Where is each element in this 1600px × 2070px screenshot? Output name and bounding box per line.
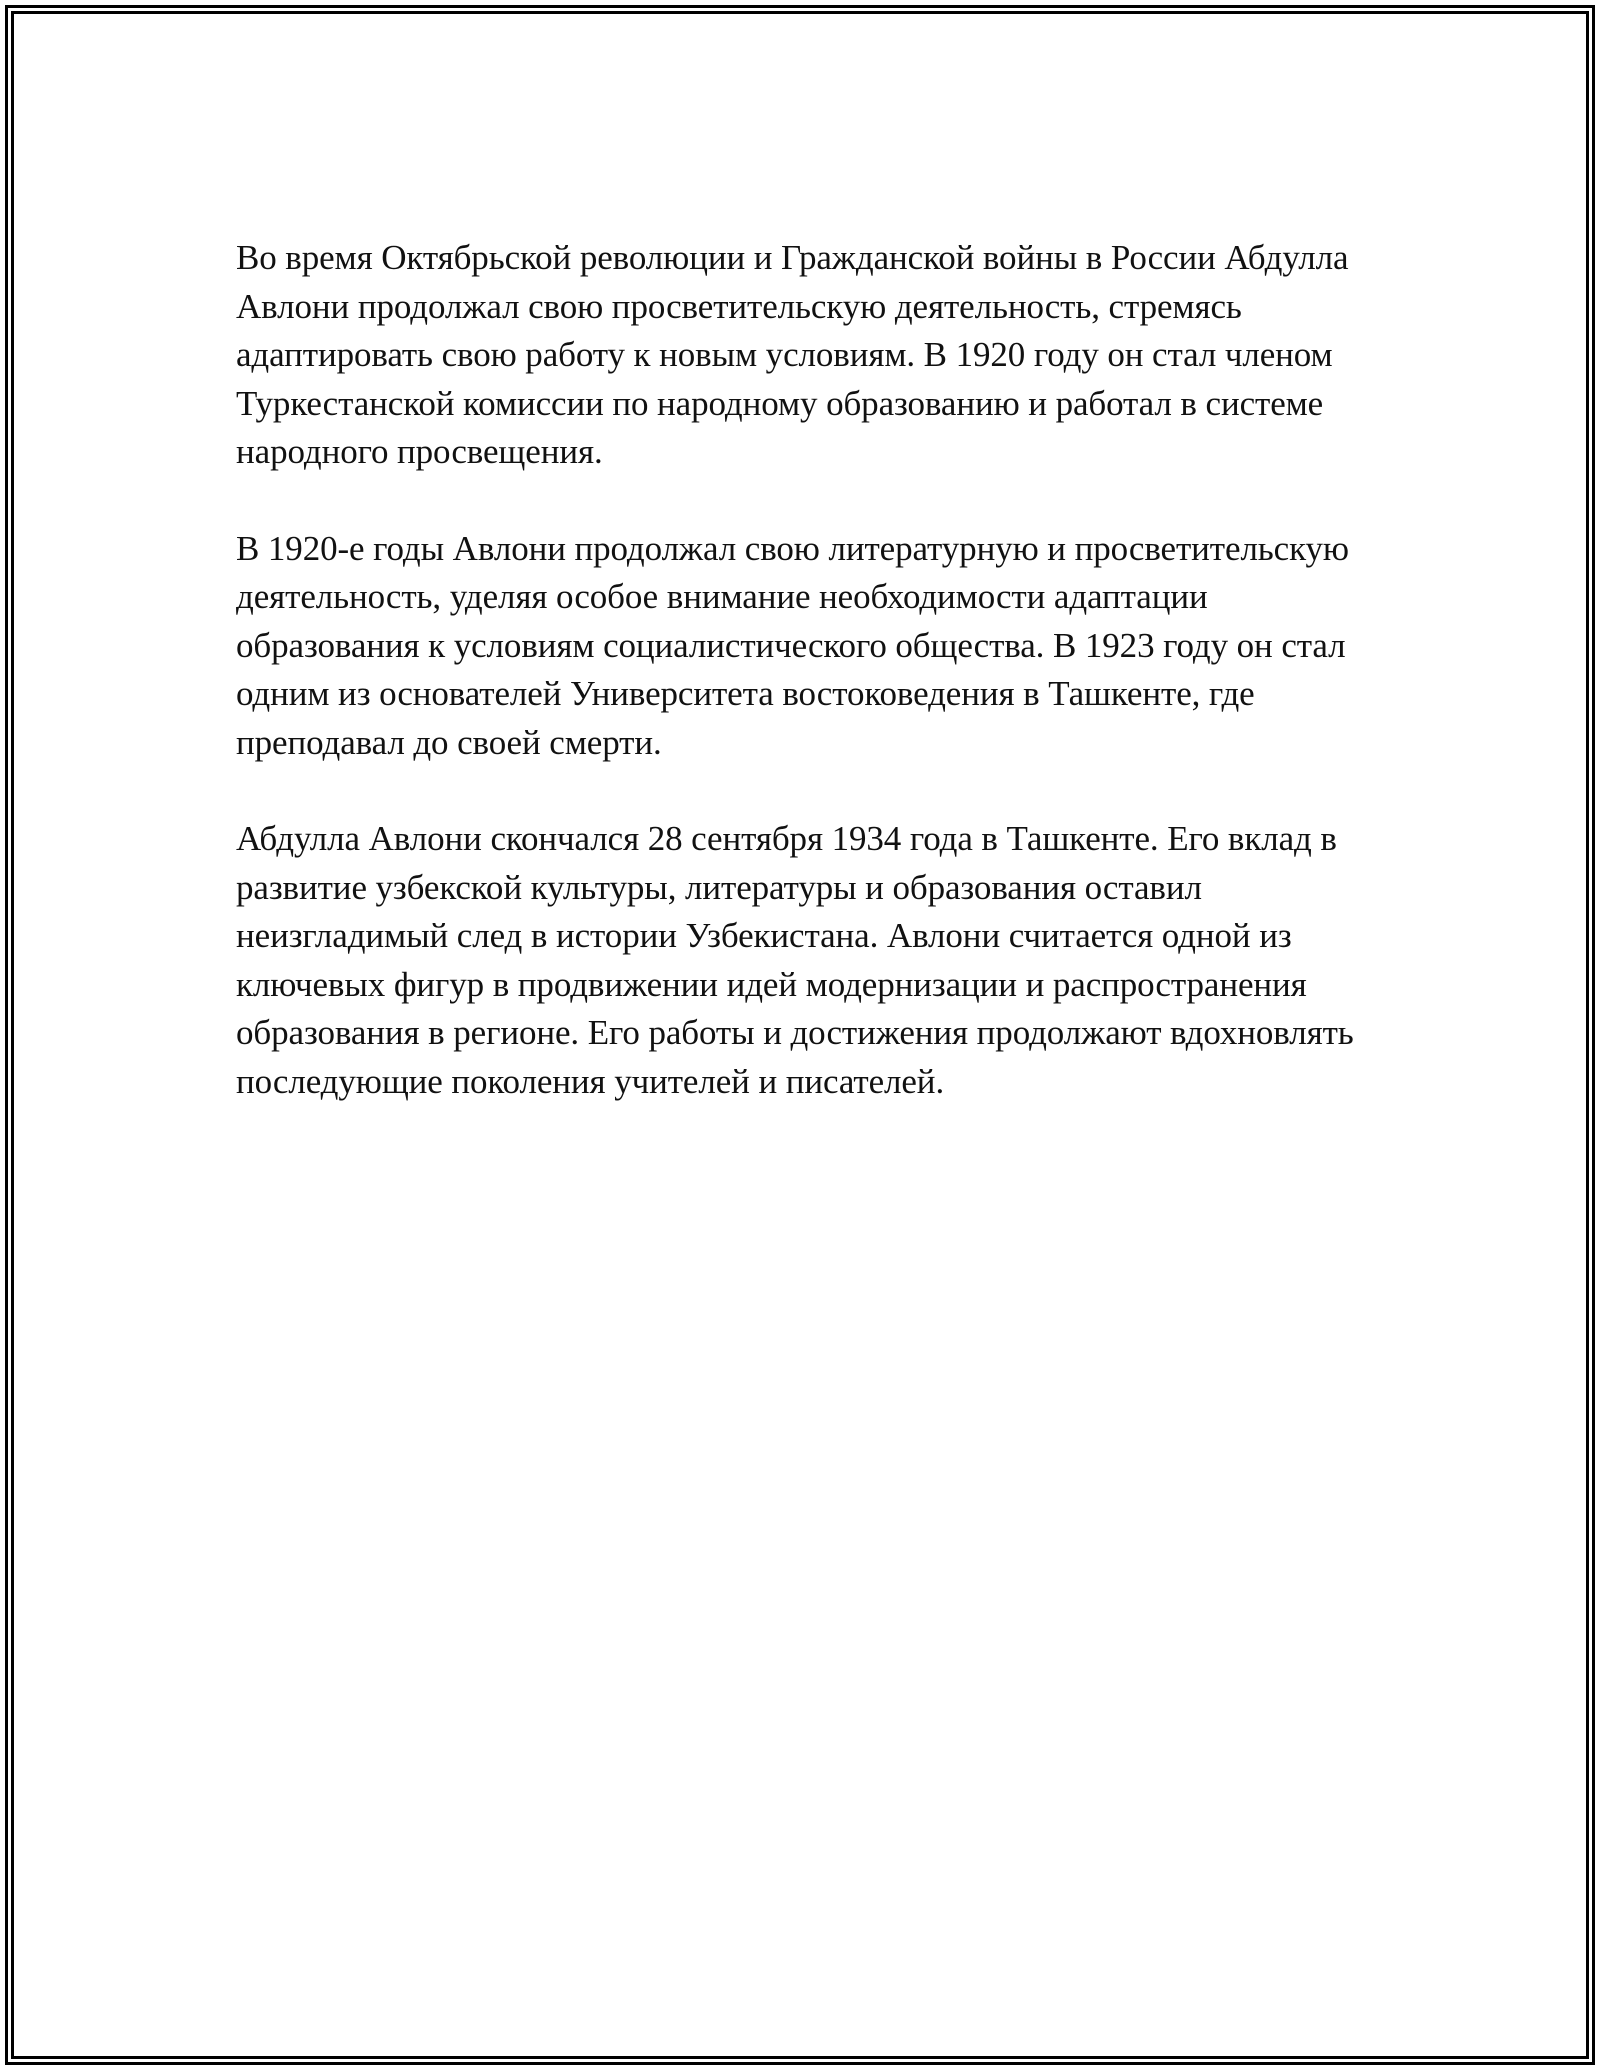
paragraph-3: Абдулла Авлони скончался 28 сентября 1934 года в Ташкенте. Его вклад в развитие узбекской культуры, литературы и образования оставил неизгладимый след в истории Узбекистана. Авлони считается одной из ключевых фигур в продвижении идей модернизации и распространения образования в регионе. Его работы и достижения продолжают вдохновлять последующие поколения учителей и писателей. <box>236 819 1354 1101</box>
paragraph-1: Во время Октябрьской революции и Гражданской войны в России Абдулла Авлони продолжал свою просветительскую деятельность, стремясь адаптировать свою работу к новым условиям. В 1920 году он стал членом Туркестанской комиссии по народному образованию и работал в системе народного просвещения. <box>236 238 1349 471</box>
document-body <box>236 234 1356 1154</box>
paragraph-2: В 1920-е годы Авлони продолжал свою литературную и просветительскую деятельность, уделяя особое внимание необходимости адаптации образования к условиям социалистического общества. В 1923 году он стал одним из основателей Университета востоковедения в Ташкенте, где преподавал до своей смерти. <box>236 528 1349 762</box>
